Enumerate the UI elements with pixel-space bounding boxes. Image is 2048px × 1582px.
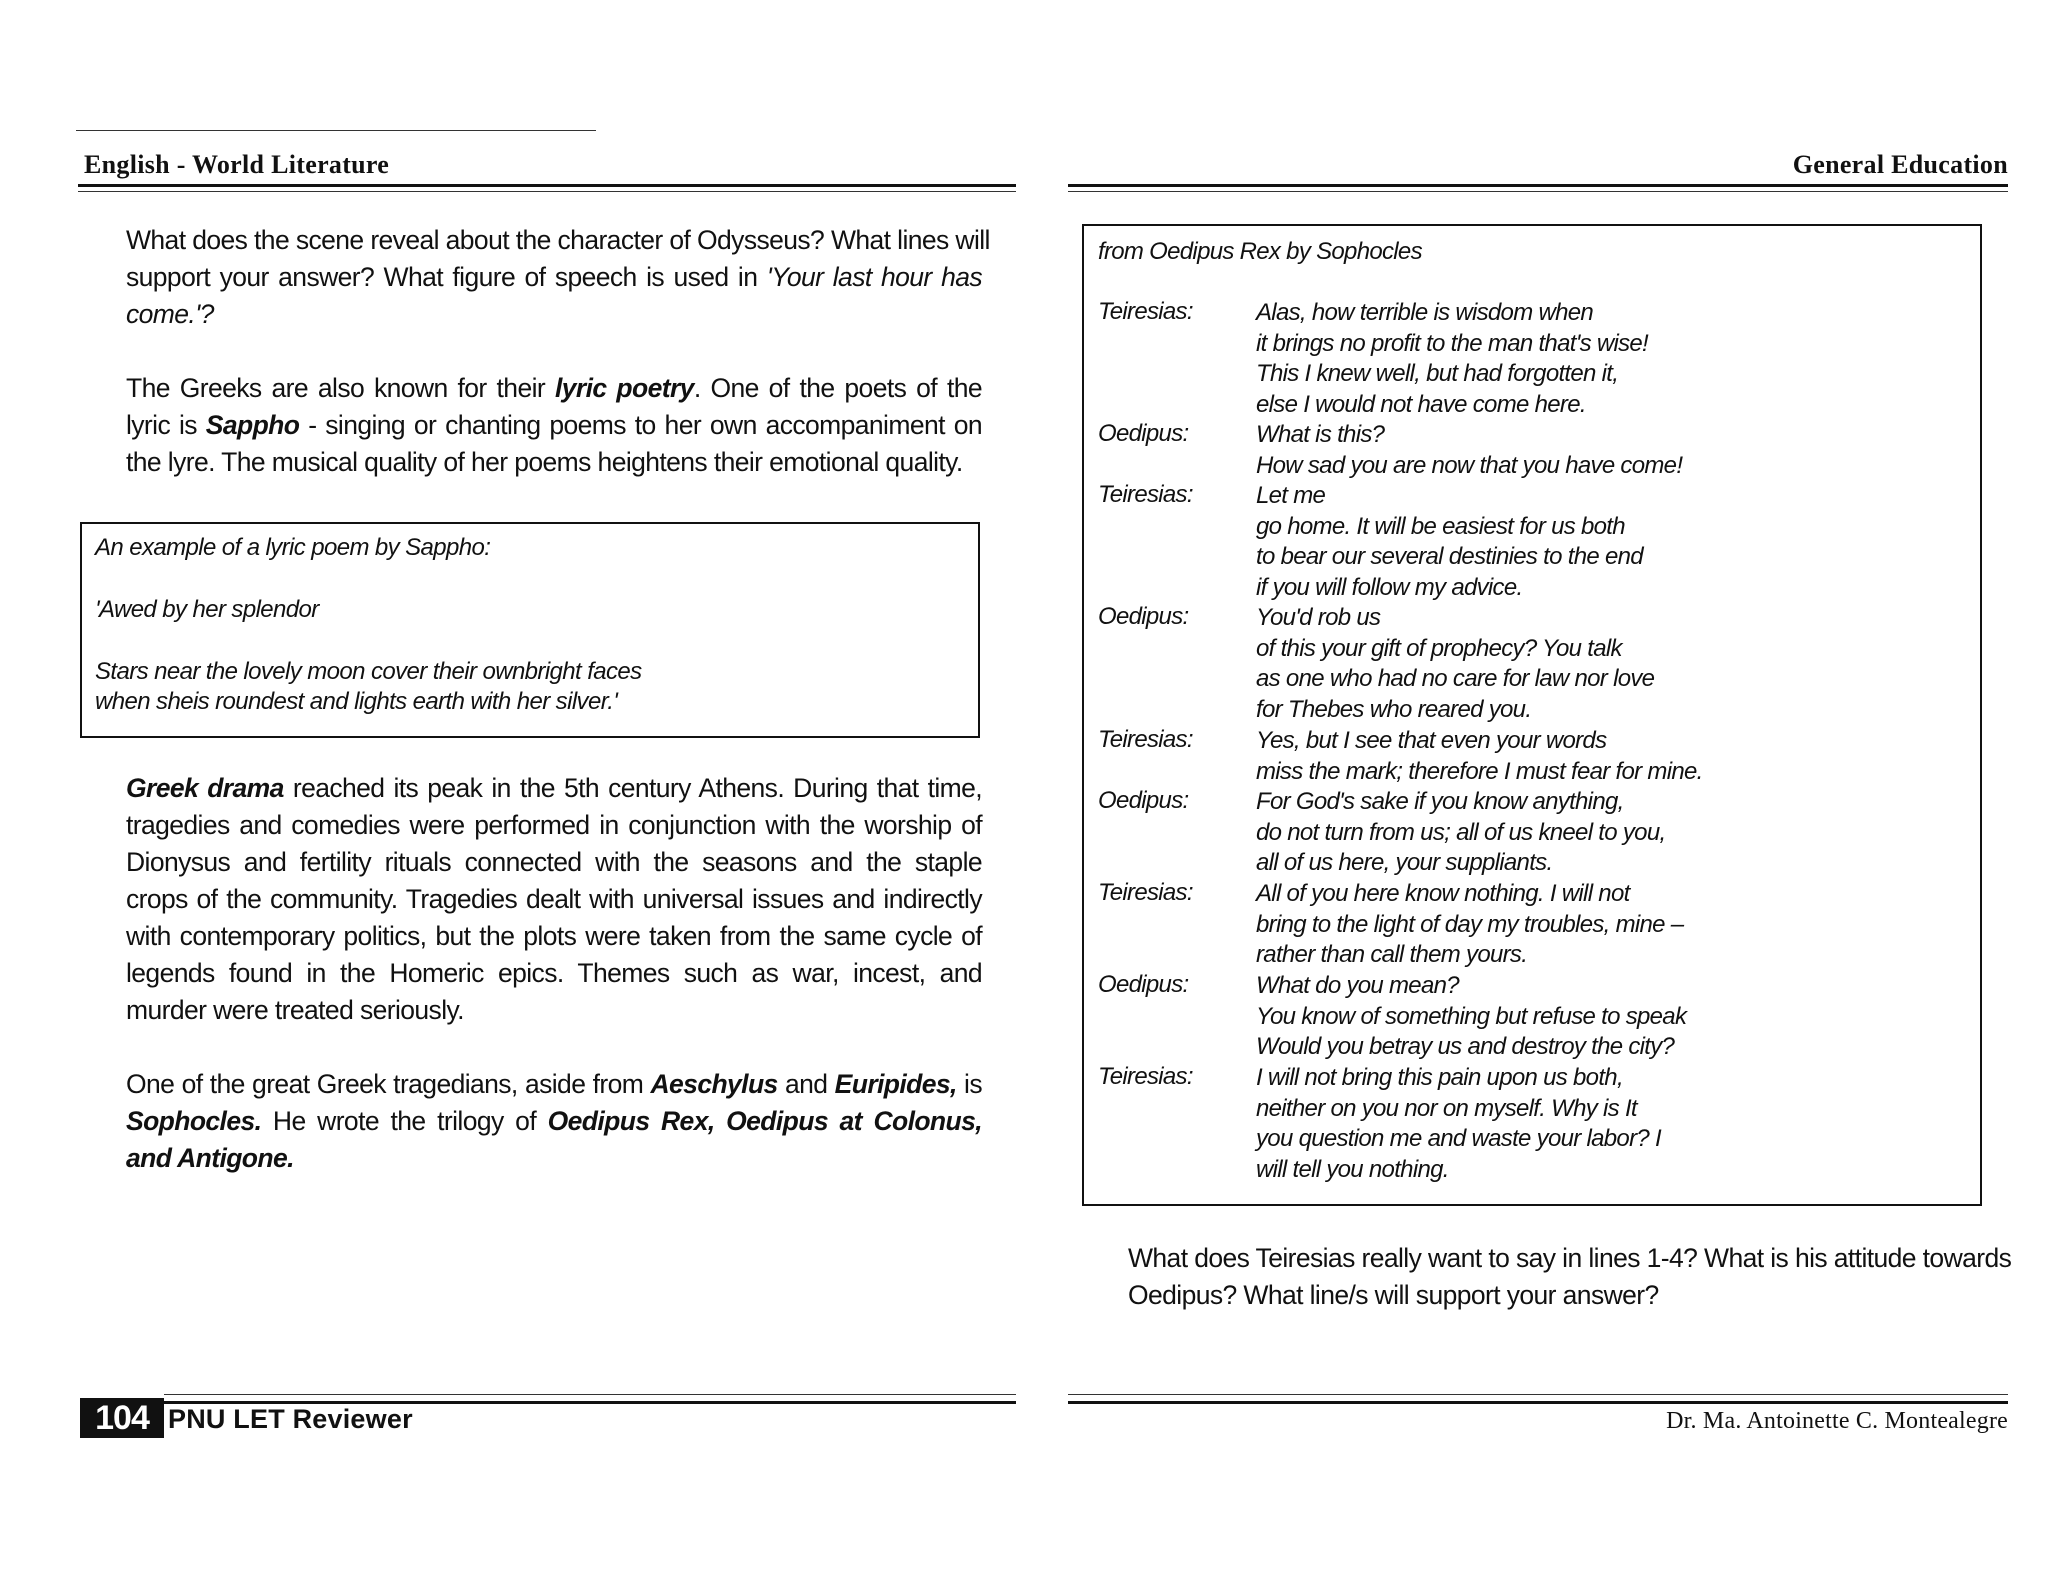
is-word: is [956, 1069, 982, 1099]
speech-line: do not turn from us; all of us kneel to you, [1256, 818, 1666, 846]
speaker-label: Oedipus: [1098, 971, 1189, 998]
speech-line: all of us here, your suppliants. [1256, 849, 1553, 877]
speech-line: neither on you nor on myself. Why is It [1256, 1094, 1637, 1122]
lyric-intro-1: The Greeks are also known for their [126, 373, 555, 403]
header-rule-left-2 [78, 191, 1016, 192]
speech-line: Would you betray us and destroy the city? [1256, 1033, 1675, 1061]
speech-line: bring to the light of day my troubles, mine – [1256, 910, 1684, 938]
speech-line: I will not bring this pain upon us both, [1256, 1064, 1623, 1091]
drama-text: reached its peak in the 5th century Athens. During that time, tragedies and comedies were performed in conjunction with the worship of Dionysus and fertility rituals connected with the seasons and the staple crops of the community. Tragedies dealt with universal issues and indirectly with contemporary politics, but the plots were taken from the same cycle of legends found in the Homeric epics. Themes such as war, incest, and murder were treated seriously. [126, 773, 982, 1025]
speech-line: Alas, how terrible is wisdom when [1256, 299, 1594, 326]
speech-line: Let me [1256, 482, 1326, 509]
speech-line: You know of something but refuse to speak [1256, 1002, 1687, 1030]
trilogy-titles: Oedipus Rex, Oedipus at Colonus, and Antigone. [126, 1106, 982, 1173]
sappho-poem-title: 'Awed by her splendor [95, 596, 319, 623]
lyric-intro-3: - singing or chanting poems to her own accompaniment on the lyre. The musical quality of her poems heightens their emotional quality. [126, 410, 982, 477]
sappho-poem-line2: when sheis roundest and lights earth with her silver.' [95, 688, 618, 715]
speech-line: All of you here know nothing. I will not [1256, 880, 1630, 907]
speech-line: else I would not have come here. [1256, 390, 1586, 418]
sappho-poem-box [80, 522, 980, 738]
q1-quote-b: come.'? [126, 299, 214, 329]
speech-line: will tell you nothing. [1256, 1155, 1449, 1183]
sappho-name: Sappho [205, 410, 300, 440]
speaker-label: Oedipus: [1098, 787, 1189, 814]
lyric-intro-2: . One of the poets of the lyric is [126, 373, 982, 440]
page-header-right: General Education [1792, 150, 2008, 179]
speech-line: For God's sake if you know anything, [1256, 788, 1624, 815]
teiresias-question: What does Teiresias really want to say in lines 1-4? What is his attitude towards Oedipus? What line/s will support your answer? [1128, 1243, 2012, 1310]
speech-line: What is this? [1256, 421, 1385, 448]
oedipus-dialogue-box [1082, 224, 1982, 1206]
page-number: 104 [80, 1398, 164, 1438]
speech-line: miss the mark; therefore I must fear for mine. [1256, 757, 1703, 785]
footer-rule-right-1 [1068, 1394, 2008, 1395]
header-rule-right [1068, 184, 2008, 187]
speech-line: if you will follow my advice. [1256, 573, 1523, 601]
speech-line: go home. It will be easiest for us both [1256, 512, 1625, 540]
speaker-label: Teiresias: [1098, 1063, 1193, 1090]
speaker-label: Teiresias: [1098, 481, 1193, 508]
header-rule-left [78, 184, 1016, 187]
drama-paragraph [126, 770, 982, 1029]
odysseus-question [126, 222, 990, 333]
right-page [1024, 0, 2048, 1582]
and-word: and [777, 1069, 835, 1099]
speech-line: as one who had no care for law nor love [1256, 665, 1655, 693]
q1-quote-a: 'Your last hour has [766, 262, 983, 292]
header-top-rule [76, 130, 596, 131]
speech-line: This I knew well, but had forgotten it, [1256, 360, 1619, 388]
speaker-label: Teiresias: [1098, 879, 1193, 906]
sappho-poem-line1: Stars near the lovely moon cover their ownbright faces [95, 658, 642, 685]
footer-rule-left-1 [164, 1394, 1016, 1395]
tragedians-text-2: He wrote the trilogy of [261, 1106, 548, 1136]
dialogue-source: from Oedipus Rex by Sophocles [1098, 238, 1422, 265]
footer-author: Dr. Ma. Antoinette C. Montealegre [1666, 1408, 2008, 1434]
speech-line: Yes, but I see that even your words [1256, 727, 1607, 754]
speech-line: you question me and waste your labor? I [1256, 1125, 1661, 1153]
speech-line: How sad you are now that you have come! [1256, 451, 1683, 479]
drama-term: Greek drama [126, 773, 284, 803]
speech-line: for Thebes who reared you. [1256, 695, 1532, 723]
speech-line: to bear our several destinies to the end [1256, 543, 1643, 571]
book-title: PNU LET Reviewer [168, 1404, 413, 1434]
sappho-heading: An example of a lyric poem by Sappho: [95, 534, 491, 561]
lyric-term: lyric poetry [555, 373, 694, 403]
q1-line2: support your answer? What figure of speech is used in [126, 262, 767, 292]
footer-rule-right-2 [1068, 1401, 2008, 1404]
lyric-paragraph [126, 370, 982, 481]
speech-line: What do you mean? [1256, 972, 1459, 999]
speech-line: it brings no profit to the man that's wise! [1256, 329, 1649, 357]
tragedians-paragraph [126, 1066, 982, 1177]
aeschylus-name: Aeschylus [650, 1069, 778, 1099]
speech-line: rather than call them yours. [1256, 941, 1528, 969]
speaker-label: Teiresias: [1098, 298, 1193, 325]
tragedians-text-1: One of the great Greek tragedians, aside from [126, 1069, 651, 1099]
speech-line: You'd rob us [1256, 604, 1381, 631]
euripides-name: Euripides, [834, 1069, 957, 1099]
speaker-label: Oedipus: [1098, 603, 1189, 630]
header-rule-right-2 [1068, 191, 2008, 192]
speaker-label: Teiresias: [1098, 726, 1193, 753]
q1-line1: What does the scene reveal about the character of Odysseus? What lines will [126, 225, 990, 255]
page-header-left: English - World Literature [84, 150, 390, 179]
sophocles-name: Sophocles. [126, 1106, 262, 1136]
speech-line: of this your gift of prophecy? You talk [1256, 634, 1622, 662]
speaker-label: Oedipus: [1098, 420, 1189, 447]
